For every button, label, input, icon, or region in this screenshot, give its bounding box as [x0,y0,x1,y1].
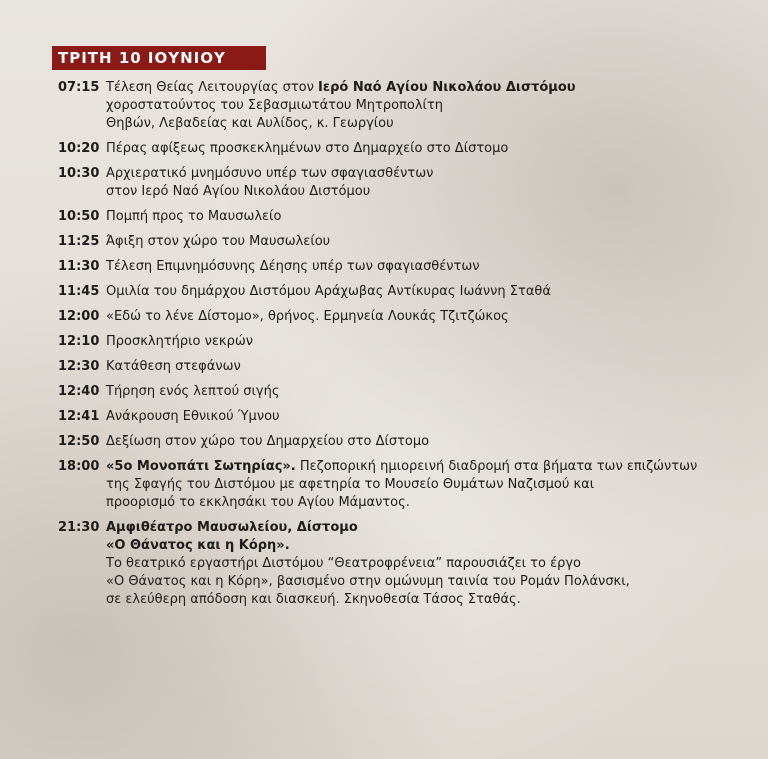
schedule-entry-1145 [58,283,738,301]
schedule-entry-0715 [58,79,738,133]
schedule-entry-1050 [58,208,738,226]
entry-description [106,333,738,351]
venue-name: Αμφιθέατρο Μαυσωλείου, Δίστομο [106,520,358,535]
entry-line-3: προορισμό το εκκλησάκι του Αγίου Μάμαντος. [106,495,410,510]
schedule-list [58,79,738,616]
schedule-entry-1020 [58,140,738,158]
entry-description [106,358,738,376]
entry-time: 11:30 [58,259,100,274]
entry-time: 12:30 [58,359,100,374]
entry-time: 12:00 [58,309,100,324]
entry-description [106,283,738,301]
entry-line-4: «Ο Θάνατος και η Κόρη», βασισμένο στην ομώνυμη ταινία του Ρομάν Πολάνσκι, [106,574,630,589]
entry-time: 10:50 [58,209,100,224]
entry-line-1: Αρχιερατικό μνημόσυνο υπέρ των σφαγιασθέντων [106,166,434,181]
entry-line-2: στον Ιερό Ναό Αγίου Νικολάου Διστόμου [106,184,371,199]
entry-description [106,433,738,451]
entry-line-1: Δεξίωση στον χώρο του Δημαρχείου στο Δίστομο [106,434,430,449]
schedule-entry-1125 [58,233,738,251]
schedule-entry-2130 [58,519,738,609]
entry-description [106,519,738,609]
church-name: Ιερό Ναό Αγίου Νικολάου Διστόμου [318,80,576,95]
schedule-entry-1200 [58,308,738,326]
entry-line-1: Τέλεση Επιμνημόσυνης Δέησης υπέρ των σφαγιασθέντων [106,259,480,274]
entry-text: Πεζοπορική ημιορεινή διαδρομή στα βήματα των επιζώντων [295,459,698,474]
entry-description [106,408,738,426]
entry-description [106,258,738,276]
entry-line-1: «Εδώ το λένε Δίστομο», θρήνος. Ερμηνεία Λουκάς Τζιτζώκος [106,309,509,324]
date-banner: ΤΡΙΤΗ 10 ΙΟΥΝΙΟΥ [52,46,266,70]
entry-time: 12:40 [58,384,100,399]
schedule-entry-1210 [58,333,738,351]
entry-line-1 [106,79,738,97]
event-title: «5ο Μονοπάτι Σωτηρίας». [106,459,296,474]
entry-text: Τέλεση Θείας Λειτουργίας στον [106,80,318,95]
entry-line-3: Το θεατρικό εργαστήρι Διστόμου “Θεατροφρένεια” παρουσιάζει το έργο [106,556,581,571]
entry-description [106,208,738,226]
entry-line-2: χοροστατούντος του Σεβασμιωτάτου Μητροπολίτη [106,98,444,113]
schedule-entry-1800 [58,458,738,512]
entry-description [106,458,738,512]
schedule-entry-1241 [58,408,738,426]
entry-description [106,383,738,401]
entry-line-5: σε ελεύθερη απόδοση και διασκευή. Σκηνοθεσία Τάσος Σταθάς. [106,592,521,607]
entry-line-1: Προσκλητήριο νεκρών [106,334,253,349]
entry-line-1: Ομιλία του δημάρχου Διστόμου Αράχωβας Αντίκυρας Ιωάννη Σταθά [106,284,551,299]
entry-line-3: Θηβών, Λεβαδείας και Αυλίδος, κ. Γεωργίου [106,116,394,131]
entry-line-1 [106,458,738,476]
schedule-entry-1030 [58,165,738,201]
entry-description [106,140,738,158]
play-title: «Ο Θάνατος και η Κόρη». [106,538,290,553]
entry-description [106,308,738,326]
entry-line-2: της Σφαγής του Διστόμου με αφετηρία το Μουσείο Θυμάτων Ναζισμού και [106,477,595,492]
schedule-entry-1230 [58,358,738,376]
entry-line-1: Πέρας αφίξεως προσκεκλημένων στο Δημαρχείο στο Δίστομο [106,141,509,156]
schedule-entry-1240 [58,383,738,401]
entry-line-1: Άφιξη στον χώρο του Μαυσωλείου [106,234,331,249]
schedule-entry-1250 [58,433,738,451]
entry-description [106,165,738,201]
schedule-entry-1130 [58,258,738,276]
entry-time: 10:30 [58,166,100,181]
entry-time: 18:00 [58,459,100,474]
entry-description [106,79,738,133]
entry-time: 10:20 [58,141,100,156]
entry-time: 21:30 [58,520,100,535]
entry-time: 11:45 [58,284,100,299]
entry-line-1: Κατάθεση στεφάνων [106,359,241,374]
entry-time: 12:41 [58,409,100,424]
entry-description [106,233,738,251]
entry-time: 12:10 [58,334,100,349]
entry-line-1: Ανάκρουση Εθνικού Ύμνου [106,409,280,424]
entry-time: 12:50 [58,434,100,449]
entry-line-1: Τήρηση ενός λεπτού σιγής [106,384,280,399]
entry-time: 07:15 [58,80,100,95]
entry-line-1: Πομπή προς το Μαυσωλείο [106,209,282,224]
entry-time: 11:25 [58,234,100,249]
